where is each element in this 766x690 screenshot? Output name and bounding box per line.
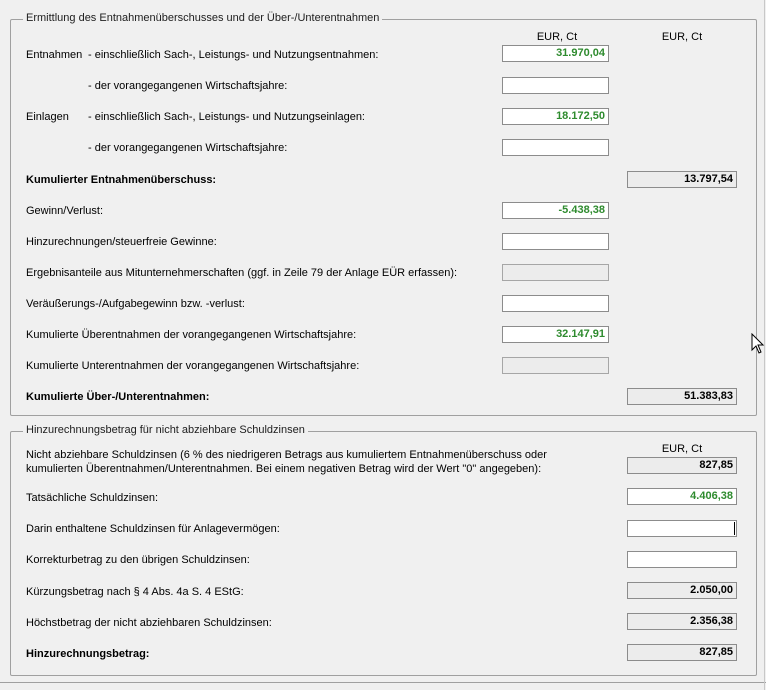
kum-ueber-unter-label: Kumulierte Über-/Unterentnahmen: [26,391,210,403]
einlagen-sub-label: - einschließlich Sach-, Leistungs- und Nutzungseinlagen: [88,111,365,123]
section-schuldzinsen-group [10,424,757,676]
tatsaechlich-input[interactable]: 4.406,38 [627,488,737,505]
hinzurechnungsbetrag-value: 827,85 [627,644,737,661]
kum-entnahmeueberschuss-label: Kumulierter Entnahmenüberschuss: [26,174,217,186]
ergebnisanteile-label: Ergebnisanteile aus Mitunternehmerschaften (ggf. in Zeile 79 der Anlage EÜR erfassen): [26,267,458,279]
entnahmen-prev-input[interactable] [502,77,609,94]
mouse-cursor-icon [751,333,765,355]
hoechstbetrag-label: Höchstbetrag der nicht abziehbaren Schuldzinsen: [26,617,272,629]
kum-ueber-unter-value: 51.383,83 [627,388,737,405]
hinzurechnungen-label: Hinzurechnungen/steuerfreie Gewinne: [26,236,217,248]
kum-unterentnahmen-vj-label: Kumulierte Unterentnahmen der vorangegangenen Wirtschaftsjahre: [26,360,360,372]
nicht-abziehbar-line2: kumulierten Überentnahmen/Unterentnahmen. Bei einem negativen Betrag wird der Wert "0" angegeben): [26,463,542,475]
einlagen-prev-input[interactable] [502,139,609,156]
anlagevermoegen-input[interactable] [627,520,737,537]
ergebnisanteile-input [502,264,609,281]
anlagevermoegen-label: Darin enthaltene Schuldzinsen für Anlagevermögen: [26,523,280,535]
column-header-calc: EUR, Ct [661,31,703,43]
veraeusserung-label: Veräußerungs-/Aufgabegewinn bzw. -verlust: [26,298,245,310]
veraeusserung-input[interactable] [502,295,609,312]
einlagen-prev-label: - der vorangegangenen Wirtschaftsjahre: [88,142,288,154]
gewinn-label: Gewinn/Verlust: [26,205,104,217]
einlagen-input[interactable]: 18.172,50 [502,108,609,125]
hinzurechnungen-input[interactable] [502,233,609,250]
kum-unterentnahmen-vj-input [502,357,609,374]
kuerzung-value: 2.050,00 [627,582,737,599]
hinzurechnungsbetrag-label: Hinzurechnungsbetrag: [26,648,150,660]
kum-ueberentnahmen-vj-label: Kumulierte Überentnahmen der vorangegangenen Wirtschaftsjahre: [26,329,357,341]
korrektur-input[interactable] [627,551,737,568]
kum-entnahmeueberschuss-value: 13.797,54 [627,171,737,188]
top-cut-title-fragment [260,0,340,4]
section-schuldzinsen-title: Hinzurechnungsbetrag für nicht abziehbare Schuldzinsen [23,424,308,436]
hoechstbetrag-value: 2.356,38 [627,613,737,630]
column-header-schuldzinsen: EUR, Ct [661,443,703,455]
section-entnahmen-title: Ermittlung des Entnahmenüberschusses und der Über-/Unterentnahmen [23,12,382,24]
nicht-abziehbar-line1: Nicht abziehbare Schuldzinsen (6 % des niedrigeren Betrags aus kumuliertem Entnahmenüberschuss oder [26,449,547,461]
column-header-input: EUR, Ct [536,31,578,43]
tatsaechlich-label: Tatsächliche Schuldzinsen: [26,492,159,504]
korrektur-label: Korrekturbetrag zu den übrigen Schuldzinsen: [26,554,250,566]
gewinn-input[interactable]: -5.438,38 [502,202,609,219]
entnahmen-sub-label: - einschließlich Sach-, Leistungs- und Nutzungsentnahmen: [88,49,379,61]
kuerzung-label: Kürzungsbetrag nach § 4 Abs. 4a S. 4 EStG: [26,586,244,598]
section-entnahmen-group [10,12,757,416]
window-bottom-border [0,682,766,683]
nicht-abziehbar-value: 827,85 [627,457,737,474]
einlagen-label: Einlagen [26,111,69,123]
entnahmen-input[interactable]: 31.970,04 [502,45,609,62]
text-caret [734,522,735,535]
entnahmen-prev-label: - der vorangegangenen Wirtschaftsjahre: [88,80,288,92]
entnahmen-label: Entnahmen [26,49,83,61]
kum-ueberentnahmen-vj-input[interactable]: 32.147,91 [502,326,609,343]
